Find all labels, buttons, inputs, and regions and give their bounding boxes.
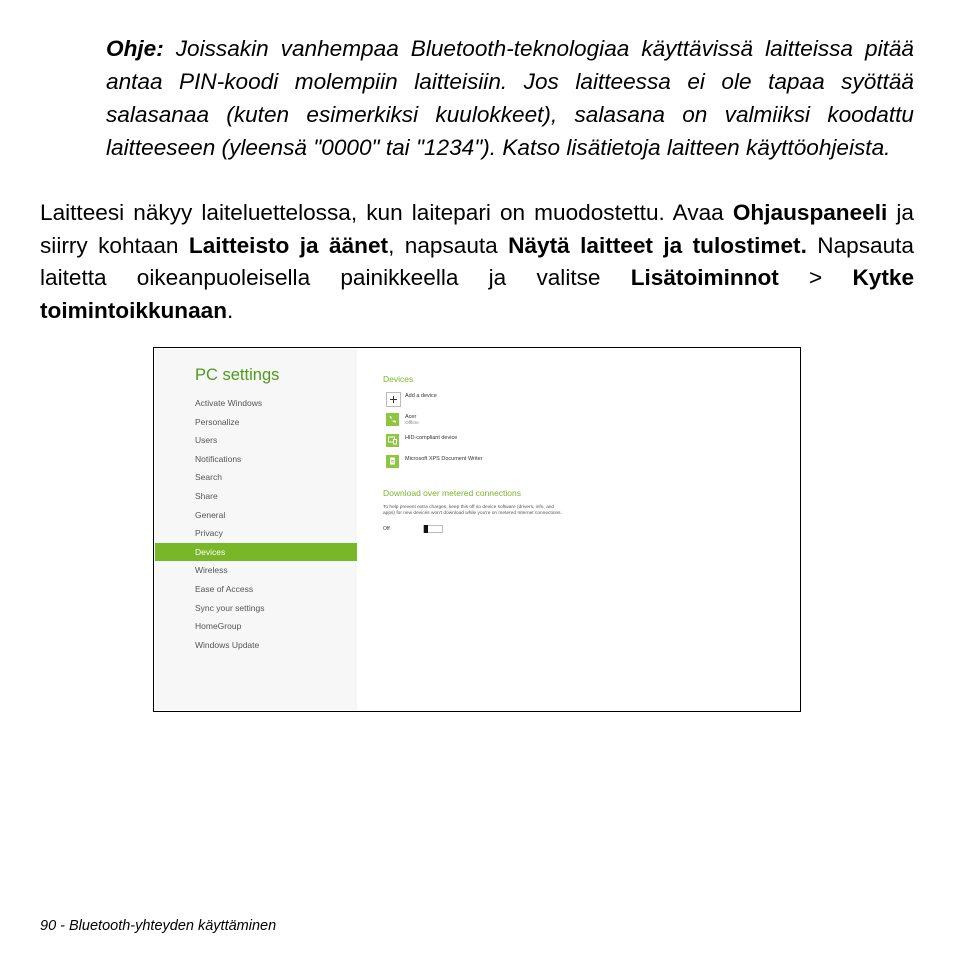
device-name: HID-compliant device [405, 435, 458, 441]
sidebar-item-sync-your-settings[interactable] [155, 599, 357, 617]
add-device-label: Add a device [405, 393, 437, 399]
para-text: Laitteesi näkyy laiteluettelossa, kun laitepari on muodostettu. Avaa [40, 200, 733, 225]
sidebar-item-windows-update[interactable] [155, 636, 357, 654]
sidebar-item-label: Activate Windows [195, 398, 263, 408]
para-bold-connect-action-center: Kytke toimintoikkunaan [40, 265, 915, 323]
para-text: ja siirry kohtaan [40, 200, 914, 258]
sidebar-item-homegroup[interactable] [155, 617, 357, 635]
sidebar-item-wireless[interactable] [155, 561, 357, 579]
note-paragraph [106, 32, 914, 164]
sidebar-item-devices[interactable] [155, 543, 357, 561]
plus-icon [386, 392, 401, 407]
para-bold-devices-printers: Näytä laitteet ja tulostimet. [508, 232, 807, 258]
device-name: Acer [405, 414, 417, 420]
sidebar-item-label: Sync your settings [195, 602, 265, 613]
para-bold-more-options: Lisätoiminnot [630, 265, 779, 290]
sidebar-item-label: HomeGroup [195, 621, 242, 632]
printer-icon [386, 455, 399, 468]
sidebar-item-label: Devices [195, 546, 226, 557]
para-text: > [778, 265, 853, 290]
sidebar-item-ease-of-access[interactable] [155, 580, 357, 598]
sidebar-item-label: Search [195, 472, 222, 483]
devices-heading: Devices [383, 374, 414, 384]
monitor-icon [386, 434, 399, 447]
sidebar-item-label: Privacy [195, 528, 223, 539]
sidebar-item-activate-windows[interactable] [155, 394, 357, 412]
toggle-knob [424, 525, 428, 533]
sidebar-item-privacy[interactable] [155, 524, 357, 542]
para-text: Napsauta laitetta oikeanpuoleisella painikkeella ja valitse [40, 232, 914, 290]
sidebar-item-label: Users [195, 435, 218, 446]
metered-description: To help prevent extra charges, keep this off so device software (drivers, info, and apps) for new devices won't download while you're on metered Internet connections. [383, 505, 562, 516]
sidebar-item-personalize[interactable] [155, 413, 357, 431]
metered-heading: Download over metered connections [383, 488, 521, 498]
sidebar-item-general[interactable] [155, 506, 357, 524]
sidebar-item-users[interactable] [155, 431, 357, 449]
sidebar-item-label: General [195, 509, 226, 520]
page-footer: 90 - Bluetooth-yhteyden käyttäminen [40, 918, 277, 934]
sidebar-item-label: Wireless [195, 565, 228, 576]
sidebar-title: PC settings [195, 366, 280, 384]
metered-toggle-label: Off [383, 526, 390, 532]
sidebar-item-label: Notifications [195, 453, 242, 464]
para-bold-hardware-sound: Laitteisto ja äänet [188, 232, 389, 258]
note-text: Joissakin vanhempaa Bluetooth-teknologiaa käyttävissä laitteissa pitää antaa PIN-koodi molempiin laitteisiin. Jos laitteessa ei ole tapaa syöttää salasanaa (kuten esimerkiksi kuulokkeet), salasana on valmiiksi koodattu laitteeseen (yleensä "0000" tai "1234"). Katso lisätietoja laitteen käyttöohjeista. [106, 36, 914, 160]
para-text: , napsauta [388, 232, 509, 258]
sidebar-item-label: Share [195, 491, 218, 501]
sidebar-item-notifications[interactable] [155, 450, 357, 468]
device-name: Microsoft XPS Document Writer [405, 456, 483, 462]
sidebar-item-label: Personalize [195, 416, 240, 427]
phone-icon [386, 413, 399, 426]
note-label: Ohje: [106, 36, 164, 61]
para-text: . [227, 297, 234, 323]
sidebar-item-label: Ease of Access [195, 584, 254, 594]
instructions-paragraph [40, 197, 914, 327]
pc-settings-screenshot [153, 347, 801, 712]
sidebar-item-label: Windows Update [195, 639, 260, 650]
settings-sidebar [155, 349, 357, 710]
device-status: Offline [405, 421, 419, 426]
sidebar-item-share[interactable] [155, 487, 357, 505]
metered-toggle[interactable] [423, 525, 443, 533]
para-bold-control-panel: Ohjauspaneeli [732, 200, 888, 225]
devices-panel [357, 348, 800, 711]
sidebar-item-search[interactable] [155, 468, 357, 486]
